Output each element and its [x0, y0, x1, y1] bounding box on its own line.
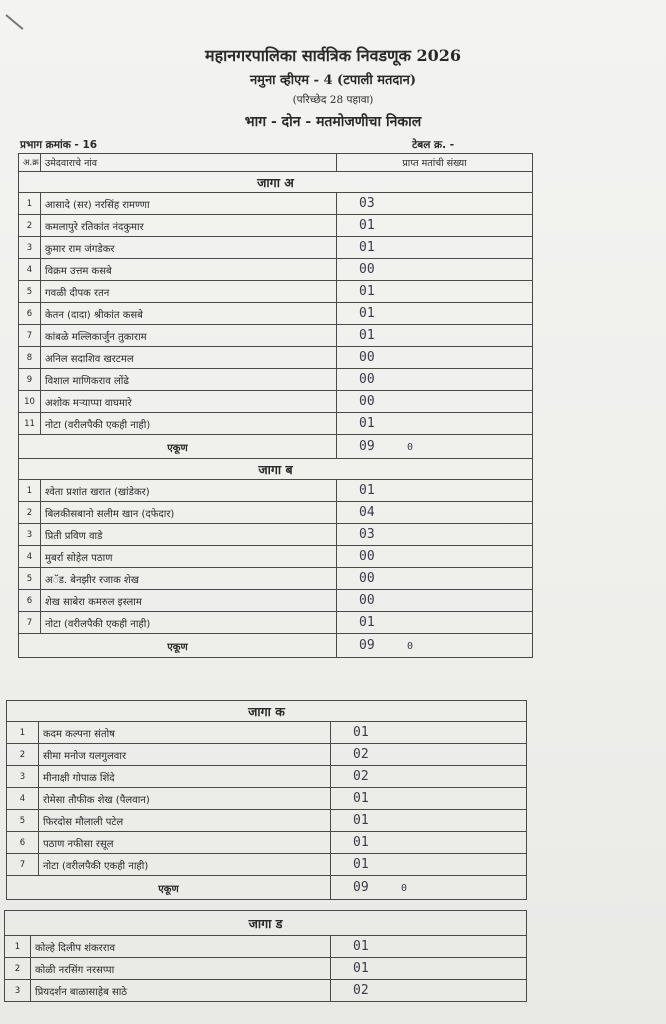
seat-b-rows	[19, 480, 533, 634]
candidate-row	[7, 722, 527, 744]
candidate-serial: 2	[19, 215, 41, 237]
candidate-row	[19, 480, 533, 502]
candidate-name: अनिल सदाशिव खरटमल	[41, 347, 337, 369]
seat-c-total-value: 09	[353, 880, 369, 895]
candidate-serial: 7	[7, 854, 39, 876]
candidate-serial: 6	[19, 590, 41, 612]
candidate-name: मीनाक्षी गोपाळ शिंदे	[39, 766, 331, 788]
candidate-serial: 3	[19, 524, 41, 546]
candidate-name: कोल्हे दिलीप शंकरराव	[31, 936, 331, 958]
seat-a-rows	[19, 193, 533, 435]
candidate-row	[7, 744, 527, 766]
seat-b-total-row	[19, 634, 533, 658]
candidate-name: कुमार राम जंगडेकर	[41, 237, 337, 259]
candidate-votes: 00	[337, 546, 533, 568]
candidate-serial: 5	[7, 810, 39, 832]
candidate-votes: 01	[331, 832, 527, 854]
candidate-row	[19, 193, 533, 215]
candidate-name: प्रियदर्शन बाळासाहेब साठे	[31, 980, 331, 1002]
seat-d-title: जागा ड	[5, 911, 527, 936]
pen-mark	[5, 14, 23, 30]
candidate-row	[19, 502, 533, 524]
candidate-serial: 2	[5, 958, 31, 980]
candidate-row	[7, 788, 527, 810]
results-table-a-b	[18, 153, 533, 658]
candidate-name: शेख साबेरा कमरुल इस्लाम	[41, 590, 337, 612]
section-heading-row	[5, 911, 527, 936]
candidate-row	[19, 413, 533, 435]
candidate-votes: 00	[337, 590, 533, 612]
seat-a-title: जागा अ	[19, 172, 533, 193]
candidate-serial: 1	[7, 722, 39, 744]
candidate-serial: 5	[19, 568, 41, 590]
candidate-votes: 01	[337, 215, 533, 237]
candidate-row	[7, 854, 527, 876]
seat-b-total-cell	[337, 634, 533, 658]
section-heading-row	[7, 701, 527, 722]
candidate-votes: 00	[337, 259, 533, 281]
candidate-serial: 2	[7, 744, 39, 766]
candidate-name: मुबर्रा सोहेल पठाण	[41, 546, 337, 568]
seat-b-title: जागा ब	[19, 459, 533, 480]
seat-b-total-extra: 0	[407, 641, 414, 652]
candidate-serial: 4	[7, 788, 39, 810]
candidate-votes: 01	[337, 413, 533, 435]
candidate-votes: 01	[337, 612, 533, 634]
seat-a-total-label: एकूण	[19, 435, 337, 459]
candidate-votes: 03	[337, 524, 533, 546]
candidate-serial: 6	[19, 303, 41, 325]
candidate-name: बिलकीसबानो सलीम खान (दफेदार)	[41, 502, 337, 524]
candidate-votes: 02	[331, 766, 527, 788]
candidate-serial: 7	[19, 325, 41, 347]
ward-number: प्रभाग क्रमांक - 16	[20, 139, 98, 151]
candidate-votes: 01	[331, 936, 527, 958]
candidate-name: श्वेता प्रशांत खरात (खांडेकर)	[41, 480, 337, 502]
column-header-name: उमेदवाराचे नांव	[41, 154, 337, 172]
candidate-serial: 9	[19, 369, 41, 391]
candidate-serial: 2	[19, 502, 41, 524]
candidate-row	[19, 612, 533, 634]
candidate-row	[19, 259, 533, 281]
candidate-serial: 3	[7, 766, 39, 788]
candidate-serial: 4	[19, 546, 41, 568]
candidate-serial: 1	[5, 936, 31, 958]
candidate-row	[19, 325, 533, 347]
candidate-serial: 3	[5, 980, 31, 1002]
seat-a-total-extra: 0	[407, 442, 414, 453]
candidate-name: विक्रम उत्तम कसबे	[41, 259, 337, 281]
document-title: महानगरपालिका सार्वत्रिक निवडणूक 2026	[205, 46, 461, 65]
candidate-serial: 10	[19, 391, 41, 413]
seat-d-rows	[5, 936, 527, 1002]
paragraph-reference: (परिच्छेद 28 पहावा)	[292, 94, 374, 106]
table-number: टेबल क्र. -	[412, 139, 455, 151]
candidate-serial: 1	[19, 193, 41, 215]
candidate-row	[19, 369, 533, 391]
section-heading-row	[19, 172, 533, 193]
candidate-row	[19, 237, 533, 259]
candidate-row	[7, 810, 527, 832]
candidate-votes: 01	[337, 303, 533, 325]
candidate-serial: 4	[19, 259, 41, 281]
candidate-votes: 03	[337, 193, 533, 215]
candidate-row	[19, 281, 533, 303]
candidate-votes: 01	[331, 722, 527, 744]
candidate-votes: 01	[337, 325, 533, 347]
seat-b-total-value: 09	[359, 638, 375, 653]
candidate-serial: 8	[19, 347, 41, 369]
candidate-name: नोटा (वरीलपैकी एकही नाही)	[41, 413, 337, 435]
seat-c-total-row	[7, 876, 527, 900]
part-heading: भाग - दोन - मतमोजणीचा निकाल	[244, 114, 422, 130]
table-header-row	[19, 154, 533, 172]
candidate-votes: 01	[331, 788, 527, 810]
candidate-votes: 01	[331, 958, 527, 980]
candidate-row	[5, 980, 527, 1002]
candidate-name: अशोक मऱ्याप्पा वाघमारे	[41, 391, 337, 413]
candidate-name: कोळी नरसिंग नरसप्पा	[31, 958, 331, 980]
candidate-votes: 04	[337, 502, 533, 524]
candidate-votes: 02	[331, 744, 527, 766]
candidate-votes: 00	[337, 347, 533, 369]
seat-c-total-extra: 0	[401, 883, 408, 894]
candidate-row	[19, 524, 533, 546]
candidate-row	[19, 568, 533, 590]
candidate-name: सीमा मनोज यलगुलवार	[39, 744, 331, 766]
seat-b-total-label: एकूण	[19, 634, 337, 658]
candidate-votes: 02	[331, 980, 527, 1002]
candidate-name: रोमेसा तौफीक शेख (पैलवान)	[39, 788, 331, 810]
seat-a-total-cell	[337, 435, 533, 459]
results-table-d	[4, 910, 527, 1002]
seat-c-title: जागा क	[7, 701, 527, 722]
candidate-name: कदम कल्पना संतोष	[39, 722, 331, 744]
column-header-sr: अ.क्र	[19, 154, 41, 172]
seat-c-total-cell	[331, 876, 527, 900]
candidate-name: केतन (दादा) श्रीकांत कसबे	[41, 303, 337, 325]
candidate-name: अॅड. बेनझीर रजाक शेख	[41, 568, 337, 590]
candidate-name: आसादे (सर) नरसिंह रामण्णा	[41, 193, 337, 215]
form-name: नमुना व्हीएम - 4 (टपाली मतदान)	[249, 73, 417, 88]
candidate-row	[19, 546, 533, 568]
candidate-name: विशाल माणिकराव लोंढे	[41, 369, 337, 391]
candidate-votes: 01	[331, 810, 527, 832]
candidate-votes: 00	[337, 391, 533, 413]
candidate-serial: 6	[7, 832, 39, 854]
candidate-name: नोटा (वरीलपैकी एकही नाही)	[41, 612, 337, 634]
candidate-serial: 7	[19, 612, 41, 634]
seat-c-rows	[7, 722, 527, 876]
candidate-row	[19, 347, 533, 369]
candidate-row	[19, 391, 533, 413]
seat-c-total-label: एकूण	[7, 876, 331, 900]
candidate-serial: 11	[19, 413, 41, 435]
candidate-name: फिरदोस मौलाली पटेल	[39, 810, 331, 832]
candidate-votes: 01	[337, 237, 533, 259]
candidate-name: नोटा (वरीलपैकी एकही नाही)	[39, 854, 331, 876]
candidate-row	[5, 958, 527, 980]
section-heading-row	[19, 459, 533, 480]
column-header-votes: प्राप्त मतांची संख्या	[337, 154, 533, 172]
candidate-name: पठाण नफीसा रसूल	[39, 832, 331, 854]
candidate-name: प्रिती प्रविण वाडे	[41, 524, 337, 546]
candidate-name: गवळी दीपक रतन	[41, 281, 337, 303]
candidate-row	[5, 936, 527, 958]
candidate-name: कमलापुरे रतिकांत नंदकुमार	[41, 215, 337, 237]
candidate-votes: 01	[337, 281, 533, 303]
seat-a-total-row	[19, 435, 533, 459]
seat-a-total-value: 09	[359, 439, 375, 454]
candidate-votes: 00	[337, 568, 533, 590]
candidate-serial: 5	[19, 281, 41, 303]
results-table-c	[6, 700, 527, 900]
candidate-votes: 01	[337, 480, 533, 502]
candidate-serial: 3	[19, 237, 41, 259]
candidate-serial: 1	[19, 480, 41, 502]
candidate-row	[7, 766, 527, 788]
candidate-row	[19, 590, 533, 612]
candidate-name: कांबळे मल्लिकार्जुन तुकाराम	[41, 325, 337, 347]
candidate-votes: 00	[337, 369, 533, 391]
candidate-votes: 01	[331, 854, 527, 876]
candidate-row	[7, 832, 527, 854]
candidate-row	[19, 303, 533, 325]
candidate-row	[19, 215, 533, 237]
